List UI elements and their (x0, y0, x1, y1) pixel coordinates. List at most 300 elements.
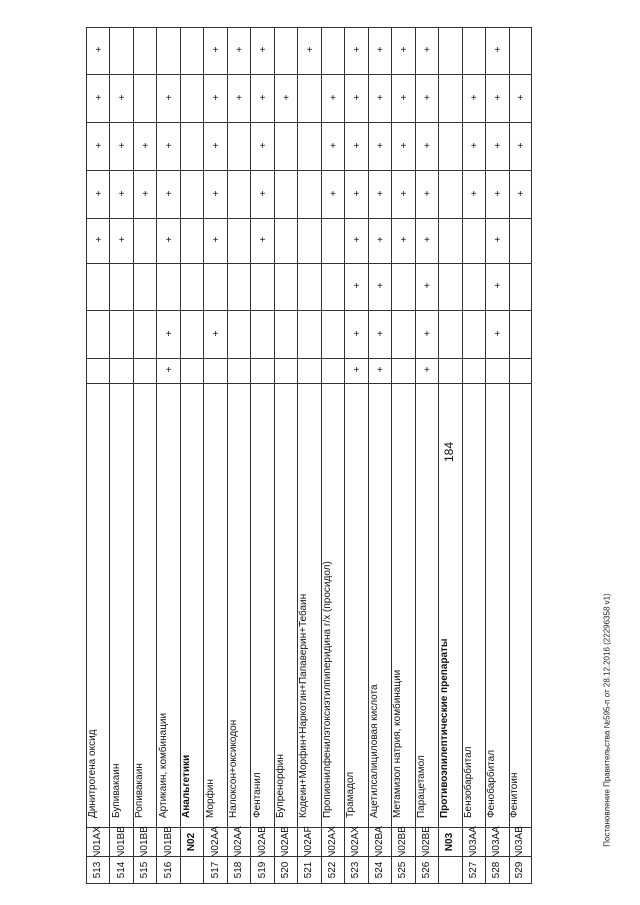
mark-cell (322, 170, 344, 218)
row-number: 521 (303, 861, 315, 879)
mark-cell (181, 74, 203, 122)
mark-cell (369, 310, 391, 358)
row-number: 526 (420, 861, 432, 879)
name-cell (322, 383, 344, 827)
mark-cell (486, 263, 508, 310)
atc-code: N02AX (326, 826, 338, 858)
mark-cell (251, 310, 273, 358)
mark-cell (345, 170, 367, 218)
mark-cell (157, 310, 179, 358)
mark-cell (134, 263, 156, 310)
num-cell (416, 856, 438, 884)
mark-cell (510, 310, 531, 358)
mark-cell (181, 358, 203, 383)
mark-cell (510, 122, 531, 170)
mark-cell (369, 27, 391, 74)
drug-name: Бупренорфин (275, 754, 287, 818)
mark-plus: + (353, 92, 360, 104)
row-number: 518 (233, 861, 245, 879)
code-cell (510, 827, 531, 856)
code-cell (392, 827, 414, 856)
mark-plus: + (376, 328, 383, 340)
mark-plus: + (423, 92, 430, 104)
mark-plus: + (330, 140, 336, 152)
code-cell (251, 827, 273, 856)
row-number: 517 (209, 861, 221, 879)
mark-cell (228, 358, 250, 383)
name-cell (181, 383, 203, 827)
name-cell (463, 383, 485, 827)
mark-plus: + (95, 140, 102, 152)
drug-name: Ропивакаин (134, 763, 146, 818)
mark-cell (87, 358, 109, 383)
mark-cell (439, 263, 461, 310)
mark-plus: + (165, 235, 172, 246)
mark-plus: + (212, 140, 219, 152)
mark-cell (110, 358, 132, 383)
mark-cell (181, 122, 203, 170)
table-row (438, 27, 461, 884)
mark-plus: + (376, 45, 383, 56)
mark-cell (322, 358, 344, 383)
mark-cell (392, 218, 414, 263)
drug-name: Пропионилфенилэтоксиэтилпиперидина г/х (просидол) (321, 561, 333, 818)
mark-cell (181, 170, 203, 218)
table-row (391, 27, 414, 884)
code-cell (298, 827, 320, 856)
mark-cell (463, 74, 485, 122)
code-cell (181, 827, 203, 856)
mark-cell (228, 27, 250, 74)
drug-name: Кодеин+Морфин+Наркотин+Папаверин+Тебаин (298, 593, 310, 818)
mark-plus: + (376, 92, 383, 104)
mark-cell (134, 358, 156, 383)
mark-plus: + (118, 92, 125, 104)
atc-code: N02AF (303, 826, 315, 858)
drug-name: Фенитоин (509, 772, 521, 818)
atc-code: N03AA (491, 826, 503, 858)
name-cell (510, 383, 531, 827)
atc-code: N02AB (280, 826, 292, 858)
mark-cell (369, 358, 391, 383)
mark-plus: + (376, 140, 383, 152)
mark-cell (416, 358, 438, 383)
drug-name: Налоксон+оксикодон (228, 719, 240, 818)
num-cell (439, 856, 461, 884)
code-cell (204, 827, 226, 856)
mark-plus: + (212, 188, 219, 200)
mark-cell (204, 170, 226, 218)
mark-cell (439, 358, 461, 383)
mark-cell (486, 74, 508, 122)
mark-cell (134, 170, 156, 218)
mark-plus: + (353, 281, 360, 292)
mark-cell (463, 122, 485, 170)
mark-cell (345, 27, 367, 74)
mark-plus: + (494, 328, 501, 340)
num-cell (345, 856, 367, 884)
mark-cell (369, 74, 391, 122)
drug-name: Бензобарбитал (462, 746, 474, 818)
name-cell (416, 383, 438, 827)
mark-cell (134, 27, 156, 74)
name-cell (251, 383, 273, 827)
mark-plus: + (376, 365, 383, 376)
name-cell (392, 383, 414, 827)
mark-plus: + (423, 188, 430, 200)
mark-cell (298, 74, 320, 122)
table-row (156, 27, 179, 884)
mark-cell (510, 263, 531, 310)
code-cell (416, 827, 438, 856)
table-row (250, 27, 273, 884)
mark-cell (181, 263, 203, 310)
drug-name: Морфин (204, 779, 216, 818)
atc-code: N02 (186, 832, 198, 852)
row-number: 520 (280, 861, 292, 879)
num-cell (228, 856, 250, 884)
table-row (227, 27, 250, 884)
mark-plus: + (165, 188, 172, 200)
num-cell (369, 856, 391, 884)
num-cell (322, 856, 344, 884)
mark-cell (439, 122, 461, 170)
code-cell (157, 827, 179, 856)
mark-plus: + (259, 140, 266, 152)
mark-cell (87, 74, 109, 122)
mark-cell (345, 310, 367, 358)
mark-plus: + (353, 140, 360, 152)
mark-plus: + (330, 188, 336, 200)
mark-cell (110, 218, 132, 263)
mark-cell (298, 122, 320, 170)
mark-cell (298, 170, 320, 218)
drug-name: Динитрогена оксид (87, 729, 99, 818)
atc-code: N03AB (514, 826, 526, 858)
mark-plus: + (423, 281, 430, 292)
mark-cell (510, 74, 531, 122)
mark-cell (486, 27, 508, 74)
mark-cell (110, 170, 132, 218)
mark-cell (228, 263, 250, 310)
name-cell (204, 383, 226, 827)
mark-cell (275, 218, 297, 263)
drug-name: Метамизол натрия, комбинации (392, 669, 404, 818)
mark-cell (181, 310, 203, 358)
mark-cell (228, 74, 250, 122)
mark-plus: + (470, 92, 477, 104)
mark-cell (463, 218, 485, 263)
table-row (86, 27, 109, 884)
atc-code: N02BA (373, 826, 385, 858)
mark-plus: + (494, 281, 501, 292)
mark-cell (463, 310, 485, 358)
mark-cell (345, 263, 367, 310)
code-cell (110, 827, 132, 856)
mark-cell (157, 122, 179, 170)
mark-cell (510, 218, 531, 263)
name-cell (228, 383, 250, 827)
drug-name: Артикаин, комбинации (157, 712, 169, 818)
mark-cell (486, 122, 508, 170)
num-cell (157, 856, 179, 884)
mark-plus: + (494, 45, 501, 56)
mark-cell (510, 170, 531, 218)
table-row (297, 27, 320, 884)
mark-cell (275, 170, 297, 218)
footer-text: Постановление Правительства №595-п от 28.12.2016 (22296358 v1) (602, 593, 612, 847)
mark-cell (228, 218, 250, 263)
mark-plus: + (353, 45, 360, 56)
num-cell (181, 856, 203, 884)
name-cell (134, 383, 156, 827)
mark-plus: + (165, 140, 172, 152)
mark-cell (322, 218, 344, 263)
mark-plus: + (306, 45, 313, 56)
mark-plus: + (353, 235, 360, 246)
table-row (133, 27, 156, 884)
mark-plus: + (236, 45, 242, 56)
row-number: 516 (162, 861, 174, 879)
mark-cell (416, 218, 438, 263)
mark-plus: + (376, 188, 383, 200)
row-number: 527 (467, 861, 479, 879)
mark-cell (486, 170, 508, 218)
name-cell (486, 383, 508, 827)
mark-cell (181, 218, 203, 263)
code-cell (87, 827, 109, 856)
mark-cell (416, 74, 438, 122)
mark-cell (369, 170, 391, 218)
mark-cell (510, 27, 531, 74)
mark-cell (345, 74, 367, 122)
atc-code: N02BB (397, 826, 409, 858)
mark-cell (392, 74, 414, 122)
mark-cell (251, 358, 273, 383)
table-row (203, 27, 226, 884)
mark-cell (392, 170, 414, 218)
mark-cell (134, 122, 156, 170)
code-cell (369, 827, 391, 856)
mark-cell (204, 27, 226, 74)
mark-cell (416, 122, 438, 170)
mark-cell (228, 310, 250, 358)
mark-cell (392, 263, 414, 310)
mark-cell (322, 310, 344, 358)
mark-cell (416, 27, 438, 74)
mark-cell (275, 263, 297, 310)
mark-plus: + (353, 328, 360, 340)
mark-cell (298, 27, 320, 74)
mark-plus: + (376, 235, 383, 246)
name-cell (298, 383, 320, 827)
mark-cell (439, 310, 461, 358)
mark-cell (439, 170, 461, 218)
atc-code: N01AX (92, 826, 104, 858)
atc-code: N01BB (115, 826, 127, 858)
mark-cell (157, 263, 179, 310)
mark-plus: + (494, 235, 501, 246)
mark-cell (463, 263, 485, 310)
mark-plus: + (470, 140, 477, 152)
row-number: 524 (373, 861, 385, 879)
atc-code: N02BE (420, 826, 432, 858)
mark-cell (369, 218, 391, 263)
name-cell (87, 383, 109, 827)
mark-plus: + (118, 188, 125, 200)
mark-plus: + (259, 188, 266, 200)
row-number: 515 (139, 861, 151, 879)
row-number: 519 (256, 861, 268, 879)
mark-cell (134, 74, 156, 122)
mark-cell (110, 27, 132, 74)
mark-cell (110, 310, 132, 358)
mark-cell (298, 358, 320, 383)
mark-plus: + (212, 92, 219, 104)
mark-cell (486, 218, 508, 263)
atc-code: N01BB (162, 826, 174, 858)
drug-name: Фенобарбитал (486, 749, 498, 818)
name-cell (439, 383, 461, 827)
mark-plus: + (400, 188, 407, 200)
drug-name: Ацетилсалициловая кислота (368, 684, 380, 818)
drug-name: Фентанил (251, 772, 263, 818)
mark-cell (439, 74, 461, 122)
mark-cell (275, 74, 297, 122)
mark-cell (439, 27, 461, 74)
table-row (344, 27, 367, 884)
mark-plus: + (95, 45, 102, 56)
page-number: 184 (442, 441, 456, 463)
mark-plus: + (142, 188, 149, 200)
mark-cell (392, 358, 414, 383)
mark-plus: + (400, 235, 407, 246)
mark-plus: + (165, 92, 172, 104)
mark-cell (87, 170, 109, 218)
table-row (180, 27, 203, 884)
atc-code: N01BB (139, 826, 151, 858)
mark-cell (463, 358, 485, 383)
mark-cell (204, 74, 226, 122)
mark-cell (251, 218, 273, 263)
mark-cell (322, 122, 344, 170)
mark-cell (204, 263, 226, 310)
mark-plus: + (212, 235, 219, 246)
mark-cell (322, 263, 344, 310)
mark-cell (392, 310, 414, 358)
mark-cell (87, 263, 109, 310)
mark-plus: + (118, 140, 125, 152)
row-number: 529 (514, 861, 526, 879)
mark-plus: + (400, 92, 407, 104)
mark-cell (298, 218, 320, 263)
table-row (485, 27, 508, 884)
mark-cell (486, 310, 508, 358)
num-cell (392, 856, 414, 884)
mark-plus: + (95, 92, 102, 104)
mark-cell (463, 170, 485, 218)
drug-name: Противоэпилептические препараты (439, 638, 451, 818)
mark-cell (275, 310, 297, 358)
mark-cell (416, 310, 438, 358)
mark-cell (204, 310, 226, 358)
mark-cell (251, 263, 273, 310)
mark-cell (369, 263, 391, 310)
mark-cell (298, 310, 320, 358)
mark-plus: + (353, 188, 360, 200)
mark-plus: + (95, 188, 102, 200)
atc-code: N02AB (256, 826, 268, 858)
mark-cell (157, 74, 179, 122)
mark-cell (157, 358, 179, 383)
mark-plus: + (470, 188, 477, 200)
drug-name: Бупивакаин (110, 763, 122, 818)
mark-cell (322, 27, 344, 74)
row-number: 522 (326, 861, 338, 879)
row-number: 514 (115, 861, 127, 879)
num-cell (275, 856, 297, 884)
code-cell (345, 827, 367, 856)
drug-name: Трамадол (345, 771, 357, 818)
mark-cell (275, 358, 297, 383)
mark-plus: + (142, 140, 149, 152)
mark-cell (110, 122, 132, 170)
table-row (368, 27, 391, 884)
num-cell (204, 856, 226, 884)
mark-cell (251, 170, 273, 218)
code-cell (322, 827, 344, 856)
name-cell (275, 383, 297, 827)
atc-code: N02AA (233, 826, 245, 858)
mark-cell (392, 27, 414, 74)
mark-cell (251, 74, 273, 122)
mark-cell (87, 310, 109, 358)
code-cell (439, 827, 461, 856)
mark-plus: + (283, 92, 289, 104)
mark-cell (298, 263, 320, 310)
mark-plus: + (423, 235, 430, 246)
mark-plus: + (236, 92, 242, 104)
mark-cell (345, 218, 367, 263)
mark-cell (486, 358, 508, 383)
name-cell (157, 383, 179, 827)
mark-cell (157, 27, 179, 74)
mark-plus: + (165, 328, 172, 340)
num-cell (463, 856, 485, 884)
drug-name: Анальгетики (181, 754, 193, 818)
row-number: 513 (92, 861, 104, 879)
mark-cell (251, 27, 273, 74)
num-cell (87, 856, 109, 884)
mark-plus: + (212, 328, 219, 340)
mark-plus: + (259, 45, 266, 56)
mark-cell (439, 218, 461, 263)
atc-code: N03AA (467, 826, 479, 858)
row-number: 528 (491, 861, 503, 879)
mark-cell (110, 74, 132, 122)
mark-cell (369, 122, 391, 170)
table-row (509, 27, 532, 884)
num-cell (134, 856, 156, 884)
code-cell (228, 827, 250, 856)
code-cell (463, 827, 485, 856)
mark-cell (228, 170, 250, 218)
mark-plus: + (400, 140, 407, 152)
table-row (274, 27, 297, 884)
code-cell (486, 827, 508, 856)
mark-plus: + (353, 365, 360, 376)
mark-cell (416, 170, 438, 218)
